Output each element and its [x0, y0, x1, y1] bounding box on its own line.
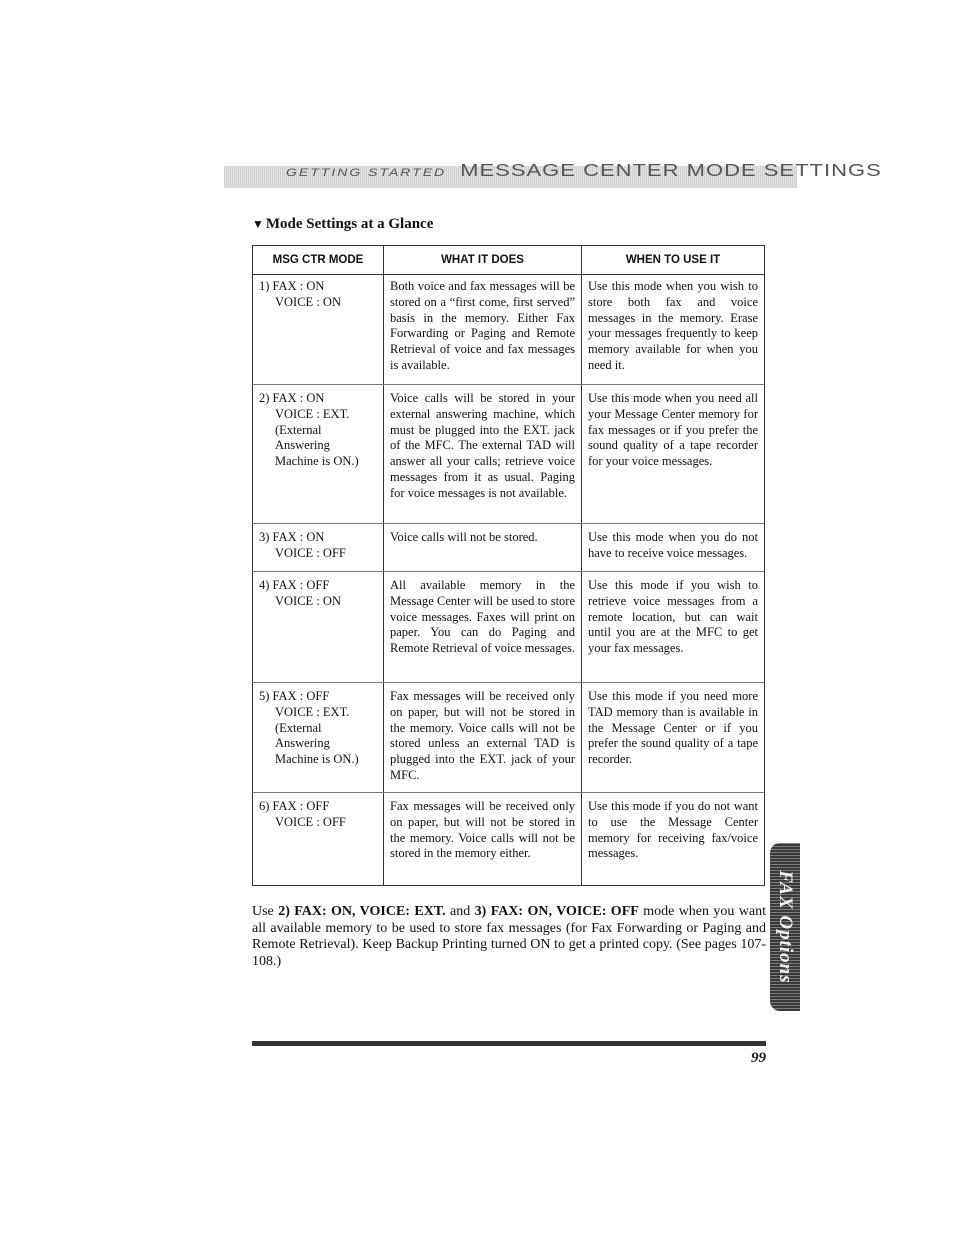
mode-line: 4) FAX : OFF [259, 578, 330, 592]
mode-line: Machine is ON.) [275, 454, 359, 469]
mode-settings-table [252, 245, 765, 886]
table-row [253, 275, 765, 385]
note-mode-3: 3) FAX: ON, VOICE: OFF [474, 904, 639, 919]
header-msg-ctr-mode: MSG CTR MODE [253, 246, 384, 275]
table-header-row [253, 246, 765, 275]
note-rest: mode when you want all available memory to be used to store fax messages (for Fax Forwarding or Paging and Remote Retrieval). Keep Backup Printing turned ON to get a printed copy. (See pages 107-108.) [252, 904, 767, 969]
mode-line: (External [275, 720, 322, 735]
table-row [253, 683, 765, 793]
footer-rule [252, 1041, 766, 1046]
table-row [253, 385, 765, 524]
mode-cell [253, 793, 384, 886]
table-row [253, 524, 765, 572]
when-to-use-cell: Use this mode when you do not have to receive voice messages. [582, 524, 765, 572]
mode-line: VOICE : EXT. [275, 704, 350, 719]
mode-line: 5) FAX : OFF [259, 689, 330, 703]
mode-line: 2) FAX : ON [259, 391, 325, 405]
mode-cell [253, 275, 384, 385]
mode-line: 3) FAX : ON [259, 530, 325, 544]
mode-line: VOICE : ON [275, 294, 341, 309]
mode-line: VOICE : ON [275, 593, 341, 608]
mode-cell [253, 524, 384, 572]
what-it-does-cell: Fax messages will be received only on paper, but will not be stored in the memory. Voice calls will not be stored in the memory either. [384, 793, 582, 886]
what-it-does-cell: Voice calls will be stored in your external answering machine, which must be plugged into the EXT. jack of the MFC. The external TAD will answer all your calls; retrieve voice messages from it as usual. Paging for voice messages is not available. [384, 385, 582, 524]
page-number: 99 [751, 1050, 766, 1066]
chapter-title: MESSAGE CENTER MODE SETTINGS [460, 160, 882, 180]
mode-line: VOICE : EXT. [275, 406, 350, 421]
when-to-use-cell: Use this mode if you wish to retrieve voice messages from a remote location, but can wait until you are at the MFC to get your fax messages. [582, 572, 765, 683]
what-it-does-cell: Both voice and fax messages will be stored on a “first come, first served” basis in the memory. Either Fax Forwarding or Paging and Remote Retrieval of voice and fax messages is available. [384, 275, 582, 385]
fax-options-side-tab [770, 843, 800, 1011]
mode-line: (External [275, 422, 322, 437]
mode-line: VOICE : OFF [275, 545, 346, 560]
note-mode-2: 2) FAX: ON, VOICE: EXT. [278, 904, 446, 919]
when-to-use-cell: Use this mode when you wish to store both fax and voice messages in the memory. Erase your messages frequently to keep memory available for when you need it. [582, 275, 765, 385]
mode-cell [253, 572, 384, 683]
mode-cell [253, 683, 384, 793]
table-row [253, 572, 765, 683]
table-row [253, 793, 765, 886]
chapter-header-text [286, 160, 882, 181]
side-tab-label: FAX Options [775, 870, 796, 984]
note-mid: and [450, 904, 471, 919]
what-it-does-cell: All available memory in the Message Center will be used to store voice messages. Faxes will print on paper. You can do Paging and Remote Retrieval of voice messages. [384, 572, 582, 683]
mode-cell [253, 385, 384, 524]
note-prefix: Use [252, 904, 274, 919]
section-title-text: Mode Settings at a Glance [265, 216, 434, 232]
what-it-does-cell: Fax messages will be received only on paper, but will not be stored in the memory. Voice calls will not be stored unless an external TAD is plugged into the EXT. jack of your MFC. [384, 683, 582, 793]
mode-line: Answering [275, 736, 330, 751]
section-label: GETTING STARTED [286, 165, 447, 179]
section-title [252, 216, 433, 233]
header-when-to-use-it: WHEN TO USE IT [582, 246, 765, 275]
what-it-does-cell: Voice calls will not be stored. [384, 524, 582, 572]
header-what-it-does: WHAT IT DOES [384, 246, 582, 275]
when-to-use-cell: Use this mode if you need more TAD memory than is available in the Message Center or if you prefer the sound quality of a tape recorder. [582, 683, 765, 793]
mode-line: 1) FAX : ON [259, 279, 325, 293]
mode-line: VOICE : OFF [275, 814, 346, 829]
chapter-header-band [224, 160, 882, 188]
triangle-bullet-icon: ▼ [252, 217, 264, 231]
when-to-use-cell: Use this mode when you need all your Message Center memory for fax messages or if you prefer the sound quality of a tape recorder for your voice messages. [582, 385, 765, 524]
mode-line: Machine is ON.) [275, 752, 359, 767]
when-to-use-cell: Use this mode if you do not want to use the Message Center memory for receiving fax/voice messages. [582, 793, 765, 886]
mode-line: Answering [275, 438, 330, 453]
usage-note [252, 904, 766, 970]
mode-line: 6) FAX : OFF [259, 799, 330, 813]
